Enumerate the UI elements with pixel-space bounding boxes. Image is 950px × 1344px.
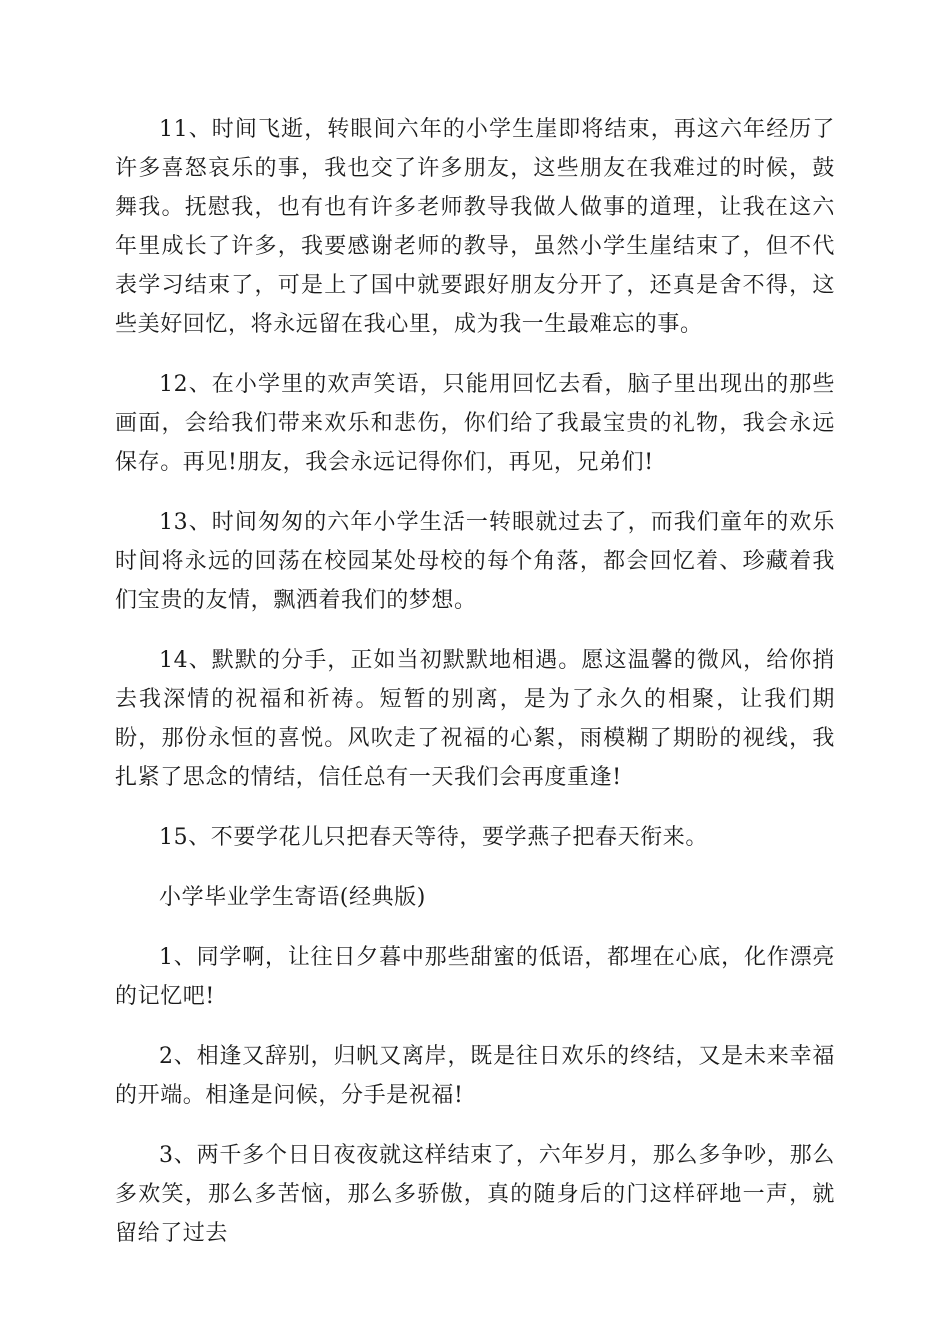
- section-heading: 小学毕业学生寄语(经典版): [159, 885, 426, 910]
- paragraph-12: 12、在小学里的欢声笑语，只能用回忆去看，脑子里出现出的那些画面，会给我们带来欢乐和悲伤，你们给了我最宝贵的礼物，我会永远保存。再见!朋友，我会永远记得你们，再见，兄弟们!: [115, 372, 835, 475]
- document-body: [115, 110, 835, 1274]
- paragraph-15: 15、不要学花儿只把春天等待，要学燕子把春天衔来。: [159, 825, 708, 850]
- paragraph-1: 1、同学啊，让往日夕暮中那些甜蜜的低语，都埋在心底，化作漂亮的记忆吧!: [115, 945, 835, 1009]
- paragraph-13: 13、时间匆匆的六年小学生活一转眼就过去了，而我们童年的欢乐时间将永远的回荡在校园某处母校的每个角落，都会回忆着、珍藏着我们宝贵的友情，飘洒着我们的梦想。: [115, 510, 835, 613]
- paragraph-3: 3、两千多个日日夜夜就这样结束了，六年岁月，那么多争吵，那么多欢笑，那么多苦恼，那么多骄傲，真的随身后的门这样砰地一声，就留给了过去: [115, 1143, 835, 1246]
- paragraph-11: 11、时间飞逝，转眼间六年的小学生崖即将结束，再这六年经历了许多喜怒哀乐的事，我也交了许多朋友，这些朋友在我难过的时候，鼓舞我。抚慰我，也有也有许多老师教导我做人做事的道理，让我在这六年里成长了许多，我要感谢老师的教导，虽然小学生崖结束了，但不代表学习结束了，可是上了国中就要跟好朋友分开了，还真是舍不得，这些美好回忆，将永远留在我心里，成为我一生最难忘的事。: [115, 117, 835, 337]
- paragraph-14: 14、默默的分手，正如当初默默地相遇。愿这温馨的微风，给你捎去我深情的祝福和祈祷。短暂的别离，是为了永久的相聚，让我们期盼，那份永恒的喜悦。风吹走了祝福的心絮，雨模糊了期盼的视线，我扎紧了思念的情结，信任总有一天我们会再度重逢!: [115, 648, 835, 790]
- paragraph-2: 2、相逢又辞别，归帆又离岸，既是往日欢乐的终结，又是未来幸福的开端。相逢是问候，分手是祝福!: [115, 1044, 835, 1108]
